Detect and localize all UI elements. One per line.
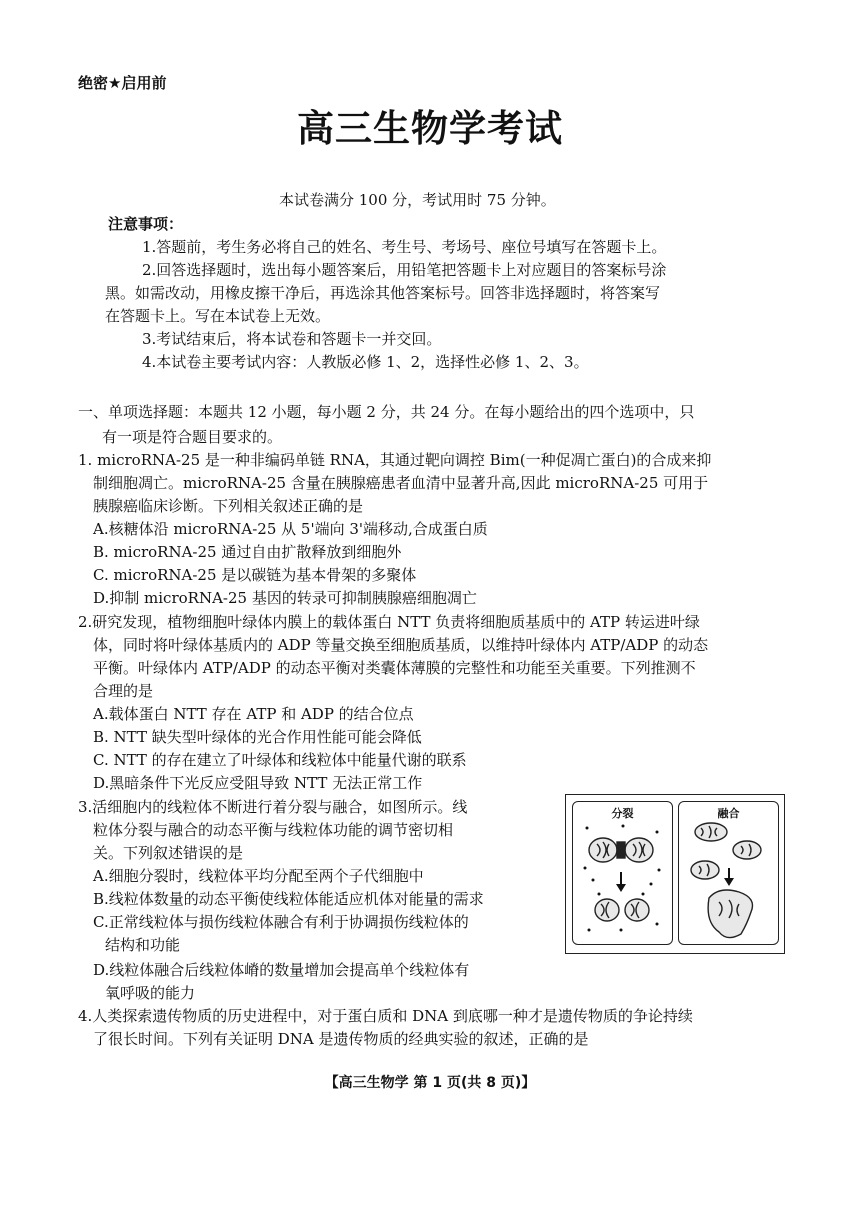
question-stem: 平衡。叶绿体内 ATP/ADP 的动态平衡对类囊体薄膜的完整性和功能至关重要。下列推测不 [93, 659, 696, 677]
notes-heading: 注意事项： [108, 215, 184, 233]
question-stem: 关。下列叙述错误的是 [93, 844, 244, 862]
section-heading: 一、单项选择题：本题共 12 小题，每小题 2 分，共 24 分。在每小题给出的四个选项中，只 [78, 403, 695, 421]
option-b: B. NTT 缺失型叶绿体的光合作用性能可能会降低 [93, 728, 422, 746]
option-d: D.线粒体融合后线粒体嵴的数量增加会提高单个线粒体有 [93, 961, 470, 979]
fusion-panel [678, 801, 779, 945]
note-line: 3.考试结束后，将本试卷和答题卡一并交回。 [142, 330, 442, 348]
question-stem: 胰腺癌临床诊断。下列相关叙述正确的是 [93, 497, 364, 515]
page-footer: 【高三生物学 第 1 页(共 8 页)】 [324, 1075, 536, 1091]
question-stem: 了很长时间。下列有关证明 DNA 是遗传物质的经典实验的叙述，正确的是 [93, 1030, 589, 1048]
option-c: C. microRNA-25 是以碳链为基本骨架的多聚体 [93, 566, 417, 584]
fission-panel [572, 801, 673, 945]
secret-label: 绝密★启用前 [78, 74, 167, 92]
option-a: A.载体蛋白 NTT 存在 ATP 和 ADP 的结合位点 [93, 705, 414, 723]
fission-label: 分裂 [611, 807, 634, 820]
option-d-cont: 氧呼吸的能力 [105, 984, 196, 1002]
option-c: C.正常线粒体与损伤线粒体融合有利于协调损伤线粒体的 [93, 913, 469, 931]
option-d: D.抑制 microRNA-25 基因的转录可抑制胰腺癌细胞凋亡 [93, 589, 477, 607]
option-b: B. microRNA-25 通过自由扩散释放到细胞外 [93, 543, 402, 561]
option-c-cont: 结构和功能 [105, 936, 181, 954]
option-a: A.细胞分裂时，线粒体平均分配至两个子代细胞中 [93, 867, 424, 885]
note-line: 2.回答选择题时，选出每小题答案后，用铅笔把答题卡上对应题目的答案标号涂 [142, 261, 667, 279]
note-line: 1.答题前，考生务必将自己的姓名、考生号、考场号、座位号填写在答题卡上。 [142, 238, 667, 256]
question-stem: 制细胞凋亡。microRNA-25 含量在胰腺癌患者血清中显著升高,因此 microRNA-25 可用于 [93, 474, 709, 492]
question-stem: 2.研究发现，植物细胞叶绿体内膜上的载体蛋白 NTT 负责将细胞质基质中的 ATP 转运进叶绿 [78, 613, 700, 631]
section-heading-cont: 有一项是符合题目要求的。 [102, 428, 283, 446]
question-stem: 4.人类探索遗传物质的历史进程中，对于蛋白质和 DNA 到底哪一种才是遗传物质的争论持续 [78, 1007, 693, 1025]
question-stem: 合理的是 [93, 682, 154, 700]
mitochondria-figure [565, 794, 785, 954]
note-line: 在答题卡上。写在本试卷上无效。 [105, 307, 331, 325]
option-a: A.核糖体沿 microRNA-25 从 5'端向 3'端移动,合成蛋白质 [93, 520, 488, 538]
question-stem: 粒体分裂与融合的动态平衡与线粒体功能的调节密切相 [93, 821, 454, 839]
fusion-drawing [679, 802, 778, 944]
score-time-note: 本试卷满分 100 分，考试用时 75 分钟。 [279, 191, 556, 209]
option-c: C. NTT 的存在建立了叶绿体和线粒体中能量代谢的联系 [93, 751, 467, 769]
option-b: B.线粒体数量的动态平衡使线粒体能适应机体对能量的需求 [93, 890, 484, 908]
fusion-label: 融合 [717, 807, 740, 820]
note-line: 4.本试卷主要考试内容：人教版必修 1、2，选择性必修 1、2、3。 [142, 353, 589, 371]
question-stem: 1. microRNA-25 是一种非编码单链 RNA，其通过靶向调控 Bim(一种促凋亡蛋白)的合成来抑 [78, 451, 712, 469]
option-d: D.黑暗条件下光反应受阻导致 NTT 无法正常工作 [93, 774, 423, 792]
question-stem: 3.活细胞内的线粒体不断进行着分裂与融合，如图所示。线 [78, 798, 468, 816]
question-stem: 体，同时将叶绿体基质内的 ADP 等量交换至细胞质基质，以维持叶绿体内 ATP/ADP 的动态 [93, 636, 709, 654]
fission-drawing [573, 802, 672, 944]
note-line: 黑。如需改动，用橡皮擦干净后，再选涂其他答案标号。回答非选择题时，将答案写 [105, 284, 661, 302]
page-title: 高三生物学考试 [297, 107, 563, 150]
